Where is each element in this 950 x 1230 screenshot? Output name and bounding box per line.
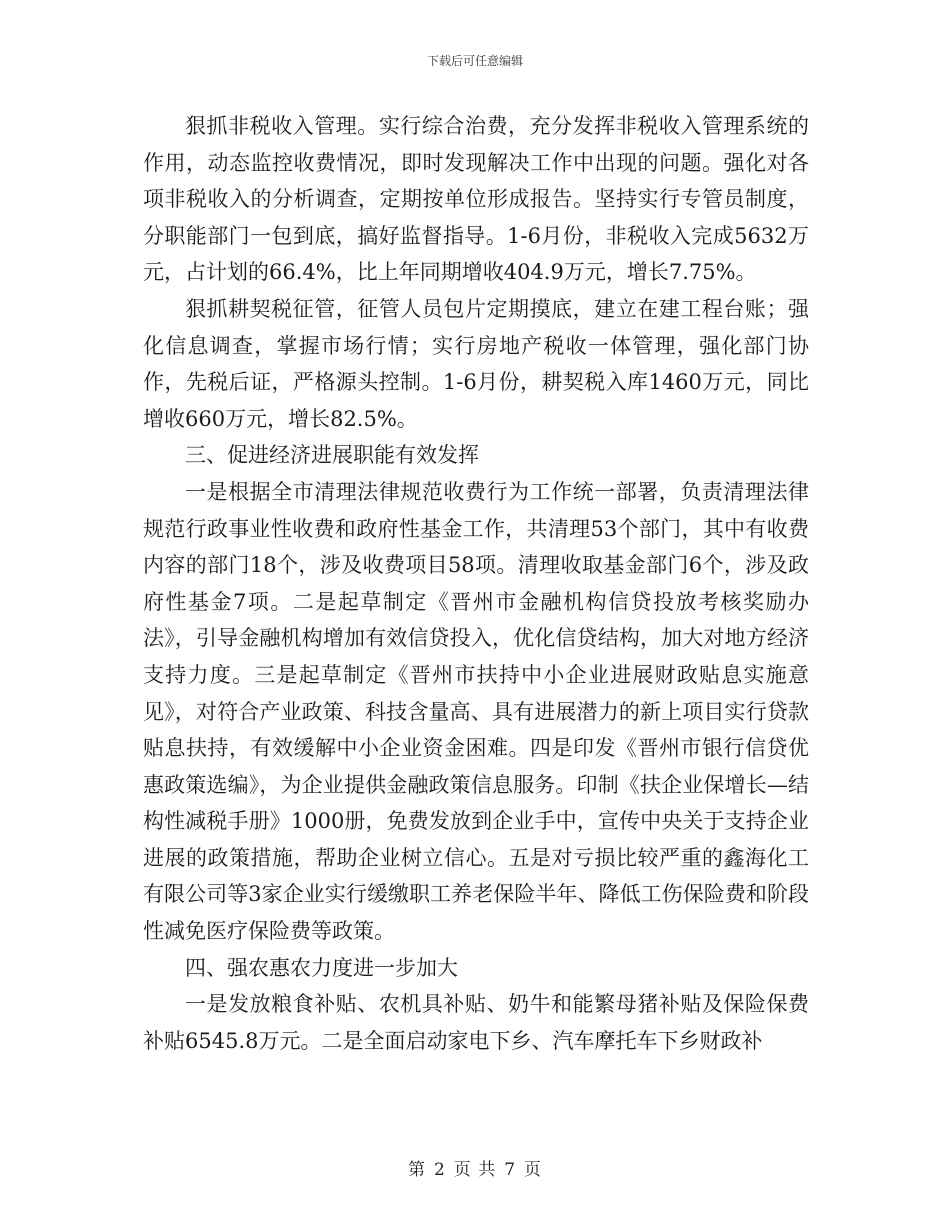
paragraph-economic-development: 一是根据全市清理法律规范收费行为工作统一部署，负责清理法律规范行政事业性收费和政府性基金工作，共清理53个部门，其中有收费内容的部门18个，涉及收费项目58项。清理收取基金部门6个，涉及政府性基金7项。二是起草制定《晋州市金融机构信贷投放考核奖励办法》，引导金融机构增加有效信贷投入，优化信贷结构，加大对地方经济支持力度。三是起草制定《晋州市扶持中小企业进展财政贴息实施意见》，对符合产业政策、科技含量高、具有进展潜力的新上项目实行贷款贴息扶持，有效缓解中小企业资金困难。四是印发《晋州市银行信贷优惠政策选编》，为企业提供金融政策信息服务。印制《扶企业保增长—结构性减税手册》1000册，免费发放到企业手中，宣传中央关于支持企业进展的政策措施，帮助企业树立信心。五是对亏损比较严重的鑫海化工有限公司等3家企业实行缓缴职工养老保险半年、降低工伤保险费和阶段性减免医疗保险费等政策。	[143, 479, 809, 944]
paragraph-deed-tax: 狠抓耕契税征管，征管人员包片定期摸底，建立在建工程台账；强化信息调查，掌握市场行情；实行房地产税收一体管理，强化部门协作，先税后证，严格源头控制。1-6月份，耕契税入库1460万元，同比增收660万元，增长82.5%。	[143, 296, 809, 431]
page-prefix: 第	[407, 1160, 426, 1180]
page-number: 2	[433, 1160, 446, 1180]
page-mid: 页 共	[453, 1160, 497, 1180]
paragraph-nontax-revenue: 狠抓非税收入管理。实行综合治费，充分发挥非税收入管理系统的作用，动态监控收费情况，即时发现解决工作中出现的问题。强化对各项非税收入的分析调查，定期按单位形成报告。坚持实行专管员制度，分职能部门一包到底，搞好监督指导。1-6月份，非税收入完成5632万元，占计划的66.4%，比上年同期增收404.9万元，增长7.75%。	[143, 114, 809, 285]
page-total: 7	[504, 1160, 517, 1180]
page-suffix: 页	[524, 1160, 543, 1180]
document-body	[143, 108, 809, 1059]
header-note: 下载后可任意编辑	[426, 54, 523, 68]
section-heading-3: 三、促进经济进展职能有效发挥	[185, 443, 479, 468]
paragraph-agriculture-subsidy: 一是发放粮食补贴、农机具补贴、奶牛和能繁母猪补贴及保险保费补贴6545.8万元。二是全面启动家电下乡、汽车摩托车下乡财政补	[143, 992, 809, 1053]
section-heading-4: 四、强农惠农力度进一步加大	[185, 955, 458, 980]
page-footer	[0, 1155, 950, 1180]
